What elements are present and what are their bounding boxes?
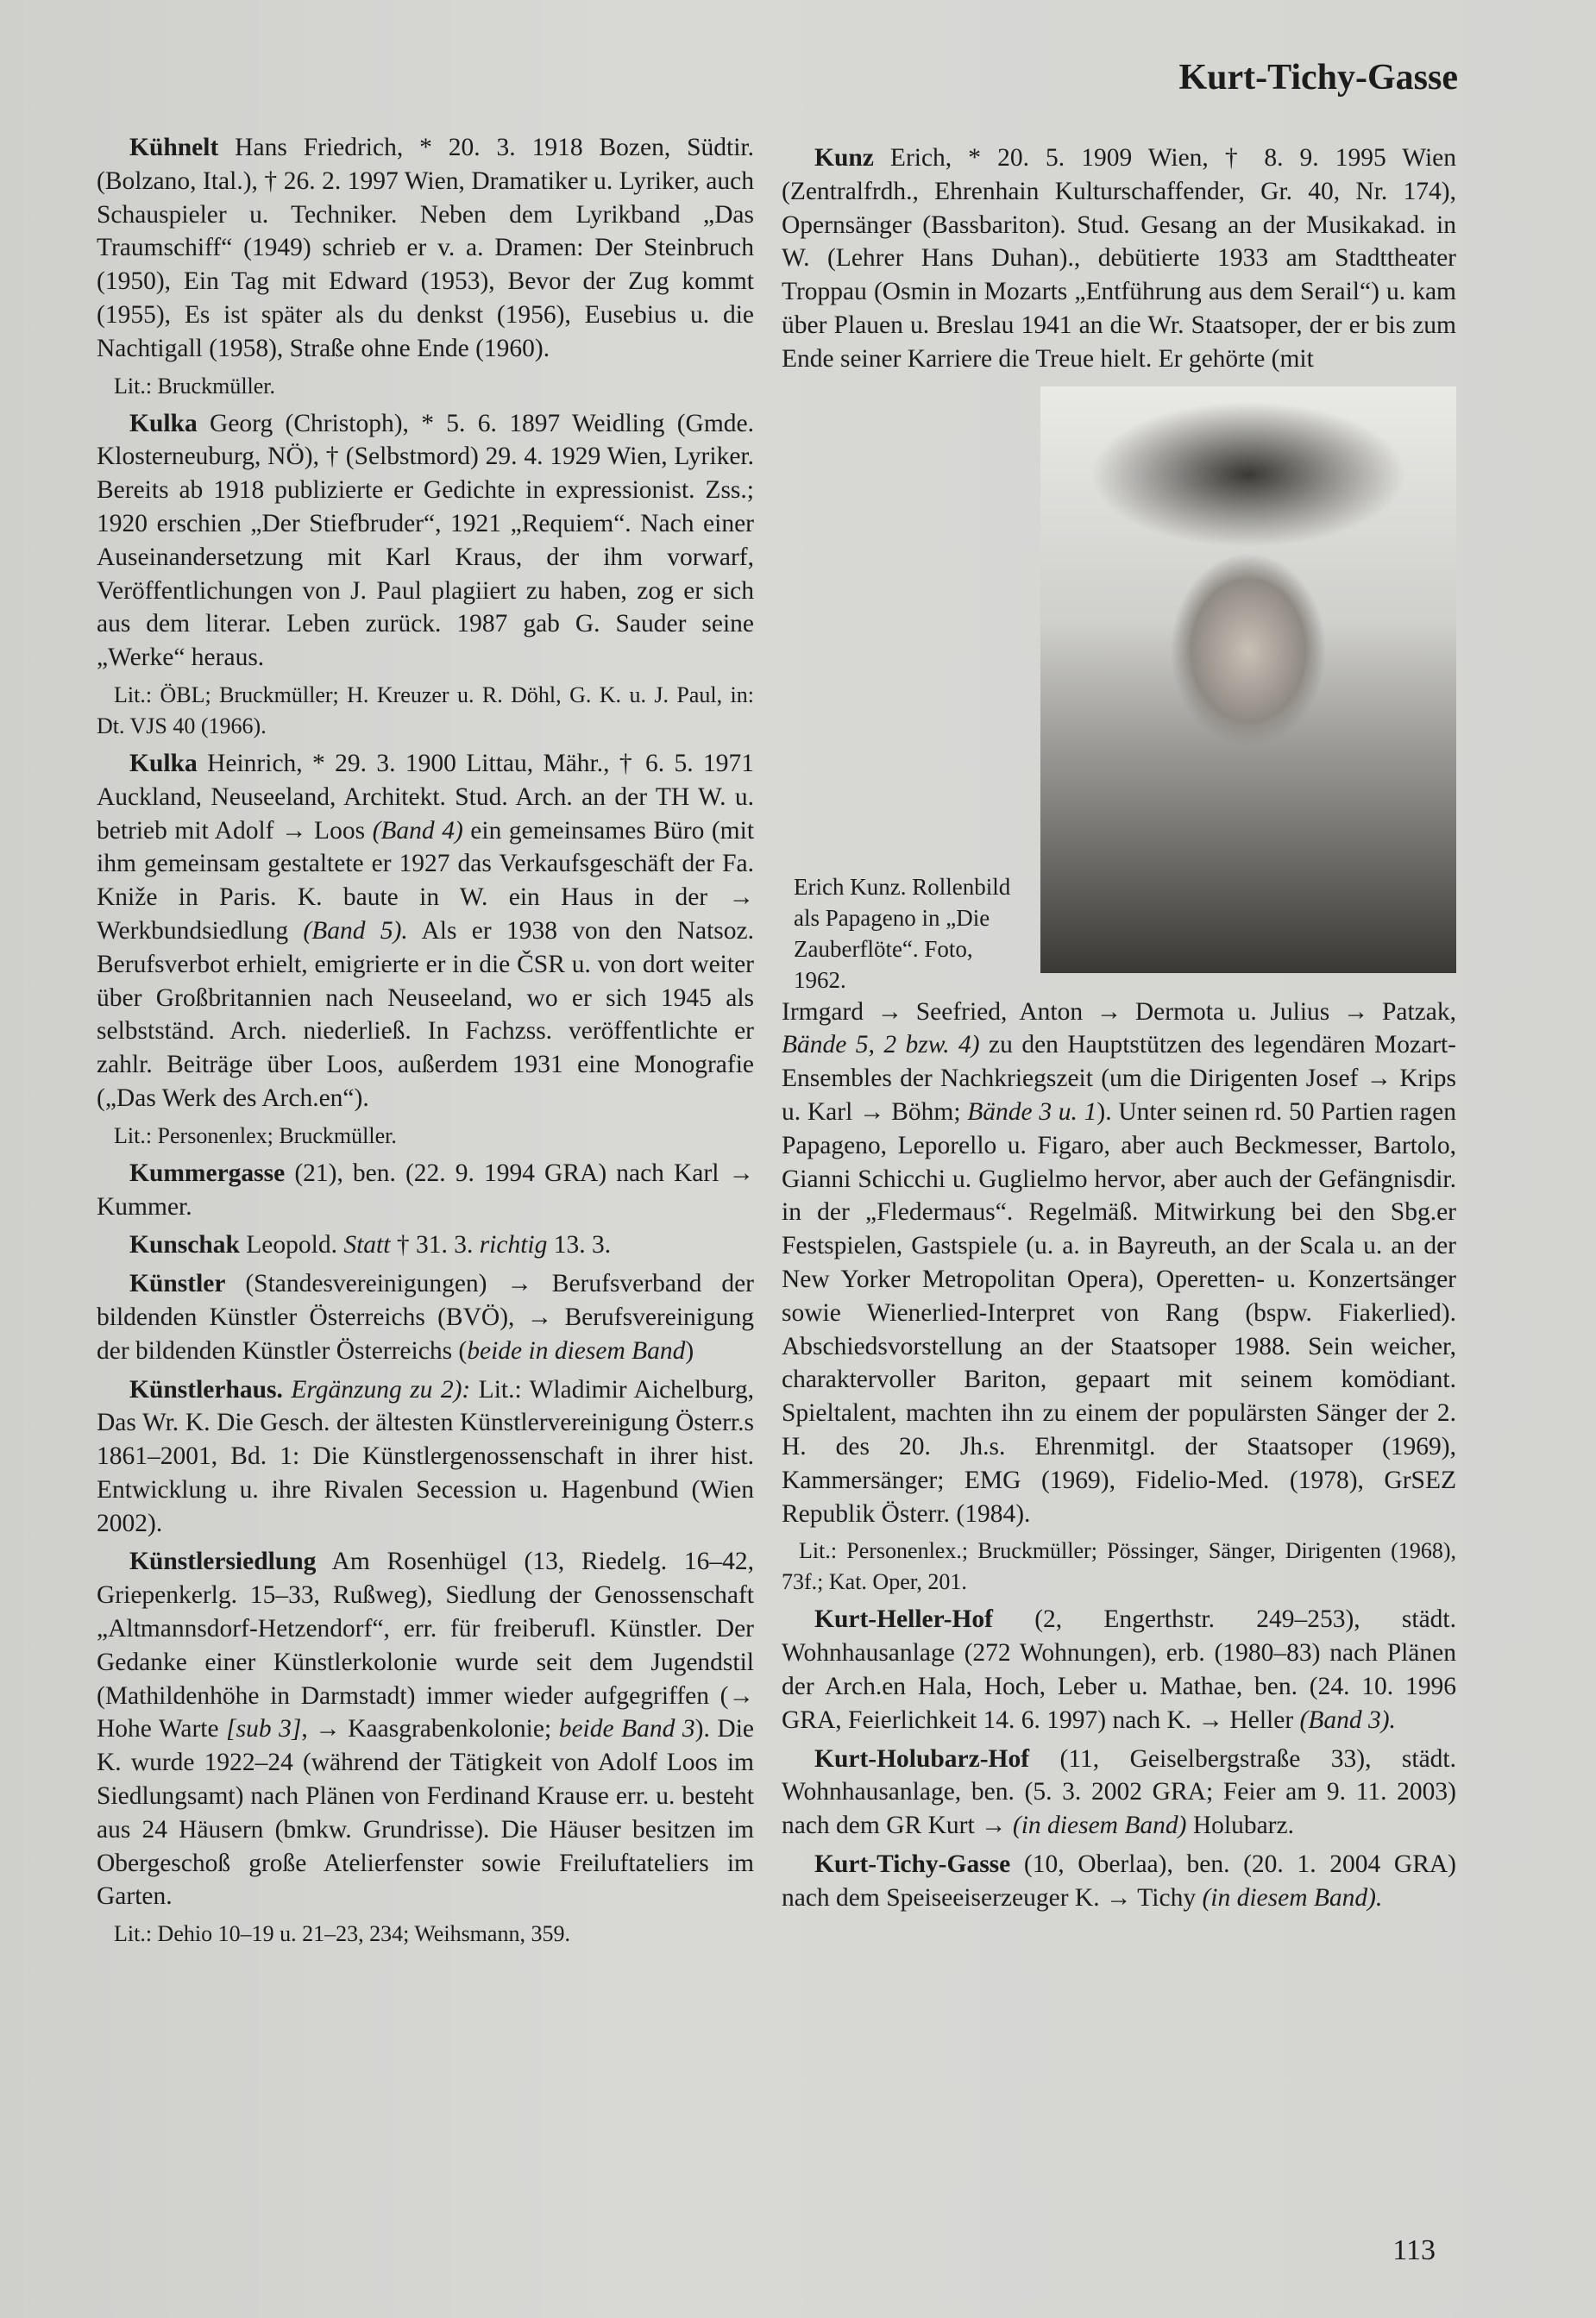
entry-kulka-heinrich: [97, 747, 754, 1115]
entry-text: , → Kaasgrabenkolonie;: [301, 1715, 559, 1743]
entry-italic: Bände 5, 2 bzw. 4): [782, 1031, 980, 1059]
entry-head: Kunz: [814, 144, 874, 172]
entry-italic: (in diesem Band): [1012, 1812, 1187, 1840]
entry-italic: Ergänzung zu 2):: [282, 1375, 471, 1404]
entry-kulka-georg: [97, 407, 754, 675]
entry-kuenstlersiedlung: [97, 1545, 754, 1913]
figure-caption: Erich Kunz. Rollenbild als Papageno in „Die Zauberflöte“. Foto, 1962.: [794, 874, 1011, 993]
right-column: [782, 141, 1456, 1920]
entry-text: Lit.: Wladimir Aichelburg, Das Wr. K. Die Gesch. der ältesten Künstlervereinigung Österr.s 1861–2001, Bd. 1: Die Künstlergenossenschaft in ihrer hist. Entwicklung u. ihre Rivalen Secession u. Hagenbund (Wien 2002).: [97, 1375, 754, 1537]
entry-kunz: [782, 141, 1456, 376]
entry-text: (Standesvereinigungen) → Berufsverband der bildenden Künstler Österreichs (BVÖ), → Berufsvereinigung der bildenden Künstler Österreichs (: [97, 1270, 754, 1365]
entry-text: Erich, * 20. 5. 1909 Wien, † 8. 9. 1995 Wien (Zentralfrdh., Ehrenhain Kulturschaffender, Gr. 40, Nr. 174), Opernsänger (Bassbariton). Stud. Gesang an der Musikakad. in W. (Lehrer Hans Duhan)., debütierte 1933 am Stadttheater Troppau (Osmin in Mozarts „Entführung aus dem Serail“) u. kam über Plauen u. Breslau 1941 an die Wr. Staatsoper, der er bis zum Ende seiner Karriere die Treue hielt. Er gehörte (mit: [782, 144, 1456, 373]
entry-head: Kühnelt: [129, 134, 219, 161]
entry-italic: Statt: [343, 1231, 391, 1260]
entry-kunz-continued: [782, 996, 1456, 1531]
entry-text: Georg (Christoph), * 5. 6. 1897 Weidling (Gmde. Klosterneuburg, NÖ), † (Selbstmord) 29. 4. 1929 Wien, Lyriker. Bereits ab 1918 publizierte er Gedichte in expressionist. Zss.; 1920 erschien „Der Stiefbruder“, 1921 „Requiem“. Nach einer Auseinandersetzung mit Karl Kraus, der ihm vorwarf, Veröffentlichungen von J. Paul plagiiert zu haben, zog er sich aus dem literar. Leben zurück. 1987 gab G. Sauder seine „Werke“ heraus.: [97, 409, 754, 672]
entry-text: 13. 3.: [547, 1231, 612, 1260]
entry-head: Kummergasse: [129, 1159, 286, 1187]
entry-italic: (Band 4): [372, 816, 463, 845]
entry-italic: [sub 3]: [226, 1715, 302, 1743]
entry-text: ). Die K. wurde 1922–24 (während der Tätigkeit von Adolf Loos im Siedlungsamt) nach Plänen von Ferdinand Krause err. u. besteht aus 24 Häusern (bmkw. Grundrisse). Die Häuser besitzen im Obergeschoß große Atelierfenster sowie Freiluftateliers im Garten.: [97, 1715, 754, 1911]
left-column: [97, 131, 754, 1955]
entry-literature: Lit.: Personenlex; Bruckmüller.: [114, 1122, 397, 1148]
entry-text: Hans Friedrich, * 20. 3. 1918 Bozen, Südtir. (Bolzano, Ital.), † 26. 2. 1997 Wien, Dramatiker u. Lyriker, auch Schauspieler u. Techniker. Neben dem Lyrikband „Das Traumschiff“ (1949) schrieb er v. a. Dramen: Der Steinbruch (1950), Ein Tag mit Edward (1953), Bevor der Zug kommt (1955), Es ist später als du denkst (1956), Eusebius u. die Nachtigall (1958), Straße ohne Ende (1960).: [97, 134, 754, 362]
entry-italic: (in diesem Band).: [1202, 1883, 1383, 1912]
entry-italic: (Band 3).: [1299, 1706, 1396, 1734]
entry-head: Künstlersiedlung: [129, 1548, 317, 1576]
entry-text: Leopold.: [239, 1231, 344, 1260]
entry-kurt-tichy-gasse: [782, 1848, 1456, 1915]
entry-kunschak: [97, 1228, 754, 1262]
portrait-photo: [1040, 386, 1456, 973]
entry-literature: Lit.: Dehio 10–19 u. 21–23, 234; Weihsmann, 359.: [114, 1921, 570, 1947]
entry-kuenstler: [97, 1267, 754, 1367]
entry-head: Kunschak: [129, 1231, 240, 1260]
entry-head: Kurt-Heller-Hof: [814, 1605, 993, 1634]
entry-literature: Lit.: ÖBL; Bruckmüller; H. Kreuzer u. R. Döhl, G. K. u. J. Paul, in: Dt. VJS 40 (1966).: [97, 682, 754, 738]
entry-text: Als er 1938 von den Natsoz. Berufsverbot erhielt, emigrierte er in die ČSR u. von dort weiter über Großbritannien nach Neuseeland, wo er sich 1945 als selbstständ. Arch. niederließ. In Fachzss. veröffentlichte er zahlr. Beiträge über Loos, außerdem 1931 eine Monografie („Das Werk des Arch.en“).: [97, 916, 755, 1112]
entry-text: ): [685, 1336, 694, 1365]
entry-literature: Lit.: Personenlex.; Bruckmüller; Pössinger, Sänger, Dirigenten (1968), 73f.; Kat. Oper, 201.: [782, 1538, 1456, 1595]
entry-text: (11, Geiselbergstraße 33), städt. Wohnhausanlage, ben. (5. 3. 2002 GRA; Feier am 9. 11. 2003) nach dem GR Kurt →: [782, 1744, 1456, 1840]
entry-head: Kurt-Tichy-Gasse: [814, 1850, 1011, 1878]
entry-italic: richtig: [479, 1231, 548, 1260]
entry-head: Künstler: [129, 1270, 226, 1298]
entry-text: (10, Oberlaa), ben. (20. 1. 2004 GRA) nach dem Speiseeiserzeuger K. → Tichy: [782, 1850, 1456, 1912]
page-number: 113: [1392, 2234, 1436, 2266]
entry-kuehnelt: [97, 131, 754, 366]
entry-text: zu den Hauptstützen des legendären Mozart-Ensembles der Nachkriegszeit (um die Dirigenten Josef → Krips u. Karl → Böhm;: [782, 1031, 1457, 1126]
entry-italic: Bände 3 u. 1: [967, 1097, 1097, 1126]
entry-text: (2, Engerthstr. 249–253), städt. Wohnhausanlage (272 Wohnungen), erb. (1980–83) nach Plänen der Arch.en Hala, Hoch, Leber u. Mathae, ben. (24. 10. 1996 GRA, Feierlichkeit 14. 6. 1997) nach K. → Heller: [782, 1605, 1456, 1734]
entry-italic: beide in diesem Band: [467, 1336, 686, 1365]
entry-text: Am Rosenhügel (13, Riedelg. 16–42, Griepenkerlg. 15–33, Rußweg), Siedlung der Genossenschaft „Altmannsdorf-Hetzendorf“, err. für freiberufl. Künstler. Der Gedanke einer Künstlerkolonie wurde seit dem Jugendstil (Mathildenhöhe in Darmstadt) immer wieder aufgegriffen (→ Hohe Warte: [97, 1548, 754, 1743]
entry-kummergasse: [97, 1157, 754, 1224]
entry-head: Kulka: [129, 749, 198, 777]
entry-head: Künstlerhaus.: [129, 1375, 283, 1404]
entry-text: Holubarz.: [1186, 1812, 1294, 1840]
entry-text: ). Unter seinen rd. 50 Partien ragen Papageno, Leporello u. Figaro, aber auch Beckmesser, Bartolo, Gianni Schicchi u. Guglielmo hervor, aber auch der Gefängnisdir. in der „Fledermaus“. Regelmäß. Mitwirkung bei den Sbg.er Festspielen, Gastspiele (u. a. in Bayreuth, an der Scala u. an der New Yorker Metropolitan Opera), Operetten- u. Konzertsänger sowie Wienerlied-Interpret von Rang (bspw. Fiakerlied). Abschiedsvorstellung an der Staatsoper 1988. Sein weicher, charaktervoller Bariton, gepaart mit seinem komödiant. Spieltalent, machten ihn zu einem der populärsten Sänger der 2. H. des 20. Jh.s. Ehrenmitgl. der Staatsoper (1969), Kammersänger; EMG (1969), Fidelio-Med. (1978), GrSEZ Republik Österr. (1984).: [782, 1097, 1456, 1528]
entry-text: Heinrich, * 29. 3. 1900 Littau, Mähr., † 6. 5. 1971 Auckland, Neuseeland, Architekt. Stud. Arch. an der TH W. u. betrieb mit Adolf → Loos: [97, 749, 754, 845]
entry-literature: Lit.: Bruckmüller.: [114, 373, 276, 399]
entry-text: † 31. 3.: [390, 1231, 480, 1260]
entry-head: Kulka: [129, 409, 198, 437]
entry-italic: (Band 5).: [303, 916, 408, 945]
entry-kurt-holubarz-hof: [782, 1743, 1456, 1843]
entry-kuenstlerhaus: [97, 1373, 754, 1541]
entry-text: (21), ben. (22. 9. 1994 GRA) nach Karl → Kummer.: [97, 1159, 754, 1221]
entry-text: Irmgard → Seefried, Anton → Dermota u. Julius → Patzak,: [782, 997, 1456, 1026]
entry-italic: beide Band 3: [558, 1715, 695, 1743]
entry-head: Kurt-Holubarz-Hof: [814, 1744, 1030, 1773]
entry-kurt-heller-hof: [782, 1603, 1456, 1737]
running-header: Kurt-Tichy-Gasse: [1178, 58, 1458, 97]
entry-text: ein gemeinsames Büro (mit ihm gemeinsam gestaltete er 1927 das Verkaufsgeschäft der Fa. Kniže in Paris. K. baute in W. ein Haus in der → Werkbundsiedlung: [97, 816, 755, 945]
